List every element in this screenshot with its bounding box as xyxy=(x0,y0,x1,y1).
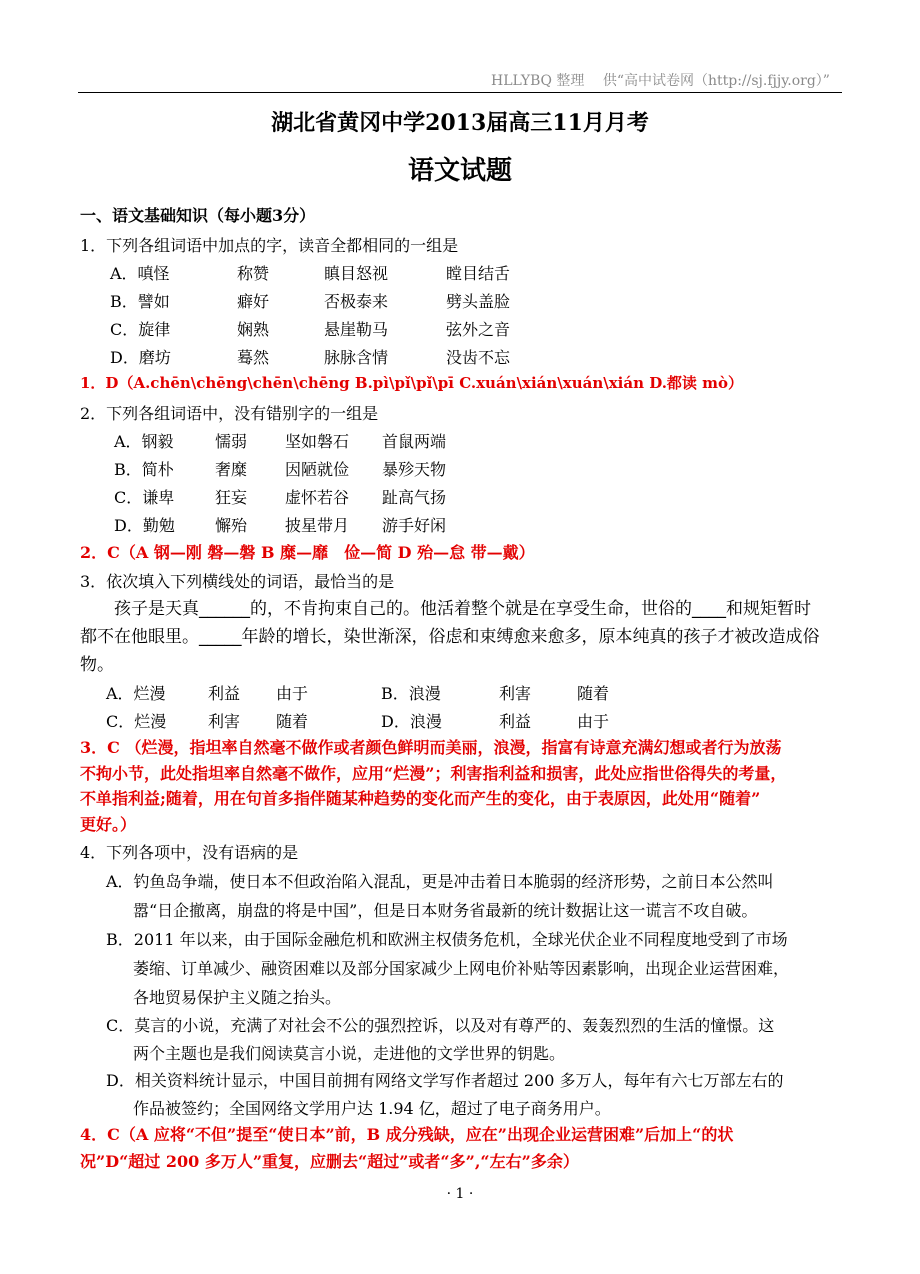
q1-option-c-1: C．旋律 xyxy=(110,320,171,339)
header-rule xyxy=(78,92,842,93)
q4-option-c-line-1: C．莫言的小说，充满了对社会不公的强烈控诉，以及对有尊严的、轰轰烈烈的生活的憧憬。这 xyxy=(106,1016,775,1035)
q1-option-c-2: 娴熟 xyxy=(237,320,270,339)
q2-option-d-1: D．勤勉 xyxy=(114,516,175,535)
q1-option-a-4: 瞠目结舌 xyxy=(446,264,511,283)
q3-option-a-1: A．烂漫 xyxy=(106,684,166,703)
q4-option-c-line-2: 两个主题也是我们阅读莫言小说，走进他的文学世界的钥匙。 xyxy=(133,1044,566,1063)
q1-option-a-2: 称赞 xyxy=(237,264,270,283)
q1-option-b-2: 癖好 xyxy=(237,292,270,311)
q3-option-d-3: 由于 xyxy=(577,712,610,731)
q3-option-d-2: 利益 xyxy=(499,712,532,731)
page-header: HLLYBQ 整理 供“高中试卷网（http://sj.fjjy.org）” xyxy=(491,73,830,89)
q4-answer-line-2: 况”D“超过 200 多万人”重复，应删去“超过”或者“多”,“左右”多余） xyxy=(80,1152,579,1171)
q2-option-d-2: 懈殆 xyxy=(215,516,248,535)
q3-option-a-3: 由于 xyxy=(276,684,309,703)
q4-option-a-line-2: 嚣“日企撤离，崩盘的将是中国”，但是日本财务省最新的统计数据让这一谎言不攻自破。 xyxy=(133,901,758,920)
q1-option-d-3: 脉脉含情 xyxy=(324,348,389,367)
q3-answer-line-2: 不拘小节，此处指坦率自然毫不做作，应用“烂漫”；利害指利益和损害，此处应指世俗得失的考量， xyxy=(80,764,787,783)
q2-option-c-2: 狂妄 xyxy=(215,488,248,507)
q4-option-b-line-3: 各地贸易保护主义随之抬头。 xyxy=(133,988,342,1007)
section-heading: 一、语文基础知识（每小题3分） xyxy=(80,206,316,225)
q2-option-c-1: C．谦卑 xyxy=(114,488,175,507)
q2-option-b-2: 奢糜 xyxy=(215,460,248,479)
exam-subtitle: 语文试题 xyxy=(407,156,512,186)
q1-option-b-4: 劈头盖脸 xyxy=(446,292,511,311)
q4-answer-line-1: 4．C（A 应将“不但”提至“使日本”前，B 成分残缺，应在”出现企业运营困难”后加上“的状 xyxy=(80,1125,734,1144)
page-number: · 1 · xyxy=(446,1186,474,1202)
exam-title: 湖北省黄冈中学2013届高三11月月考 xyxy=(271,110,649,136)
q3-answer-line-3: 不单指利益;随着，用在句首多指伴随某种趋势的变化而产生的变化，由于表原因，此处用“随着” xyxy=(80,789,761,808)
question-1-stem: 1．下列各组词语中加点的字，读音全都相同的一组是 xyxy=(80,236,459,255)
q1-option-c-3: 悬崖勒马 xyxy=(324,320,389,339)
q4-option-b-line-1: B．2011 年以来，由于国际金融危机和欧洲主权债务危机，全球光伏企业不同程度地受到了市场 xyxy=(106,930,788,949)
q2-option-a-2: 懦弱 xyxy=(215,432,248,451)
q1-option-b-3: 否极泰来 xyxy=(324,292,389,311)
q3-option-c-1: C．烂漫 xyxy=(106,712,167,731)
q4-option-b-line-2: 萎缩、订单减少、融资困难以及部分国家减少上网电价补贴等因素影响，出现企业运营困难， xyxy=(133,959,790,978)
q3-option-d-1: D．浪漫 xyxy=(381,712,442,731)
q2-option-c-4: 趾高气扬 xyxy=(382,488,447,507)
q1-option-d-4: 没齿不忘 xyxy=(446,348,511,367)
q3-option-b-3: 随着 xyxy=(577,684,610,703)
q3-passage-line-2: 都不在他眼里。_____年龄的增长，染世渐深，俗虑和束缚愈来愈多，原本纯真的孩子才被改造成俗 xyxy=(80,627,820,647)
q2-option-a-3: 坚如磐石 xyxy=(285,432,350,451)
q4-option-d-line-1: D．相关资料统计显示，中国目前拥有网络文学写作者超过 200 多万人，每年有六七万部左右的 xyxy=(106,1071,784,1090)
q3-passage-line-3: 物。 xyxy=(80,655,114,675)
q2-option-b-1: B．简朴 xyxy=(114,460,174,479)
question-3-stem: 3．依次填入下列横线处的词语，最恰当的是 xyxy=(80,572,395,591)
q3-answer-line-4: 更好。） xyxy=(80,815,137,834)
q1-option-d-1: D．磨坊 xyxy=(110,348,171,367)
q1-answer: 1．D（A.chēn\chēng\chēn\chēng B.pì\pǐ\pǐ\pī C.xuán\xián\xuán\xián D.都读 mò） xyxy=(80,374,744,392)
q3-option-b-1: B．浪漫 xyxy=(381,684,441,703)
q2-option-a-4: 首鼠两端 xyxy=(382,432,447,451)
q2-option-b-4: 暴殄天物 xyxy=(382,460,447,479)
q3-passage-line-1: 孩子是天真______的，不肯拘束自己的。他活着整个就是在享受生命，世俗的____和规矩暂时 xyxy=(114,599,811,619)
q2-option-a-1: A．钢毅 xyxy=(114,432,174,451)
q2-option-d-3: 披星带月 xyxy=(285,516,350,535)
q1-option-a-3: 瞋目怒视 xyxy=(324,264,389,283)
q3-option-b-2: 利害 xyxy=(499,684,532,703)
q3-option-c-2: 利害 xyxy=(208,712,241,731)
q2-option-d-4: 游手好闲 xyxy=(382,516,447,535)
q3-option-a-2: 利益 xyxy=(208,684,241,703)
question-2-stem: 2．下列各组词语中，没有错别字的一组是 xyxy=(80,404,379,423)
q4-option-a-line-1: A．钓鱼岛争端，使日本不但政治陷入混乱，更是冲击着日本脆弱的经济形势，之前日本公然叫 xyxy=(106,872,774,891)
q1-option-d-2: 蓦然 xyxy=(237,348,270,367)
q1-option-a-1: A．嗔怪 xyxy=(110,264,170,283)
q4-option-d-line-2: 作品被签约；全国网络文学用户达 1.94 亿，超过了电子商务用户。 xyxy=(133,1099,611,1118)
q3-option-c-3: 随着 xyxy=(276,712,309,731)
q2-answer: 2．C（A 钢—刚 磐—磐 B 糜—靡 俭—简 D 殆—怠 带—戴） xyxy=(80,543,535,562)
q3-answer-line-1: 3．C （烂漫，指坦率自然毫不做作或者颜色鲜明而美丽，浪漫，指富有诗意充满幻想或者行为放荡 xyxy=(80,738,782,757)
q1-option-c-4: 弦外之音 xyxy=(446,320,511,339)
q2-option-b-3: 因陋就俭 xyxy=(285,460,350,479)
q1-option-b-1: B．譬如 xyxy=(110,292,170,311)
q2-option-c-3: 虚怀若谷 xyxy=(285,488,350,507)
question-4-stem: 4．下列各项中，没有语病的是 xyxy=(80,843,299,862)
